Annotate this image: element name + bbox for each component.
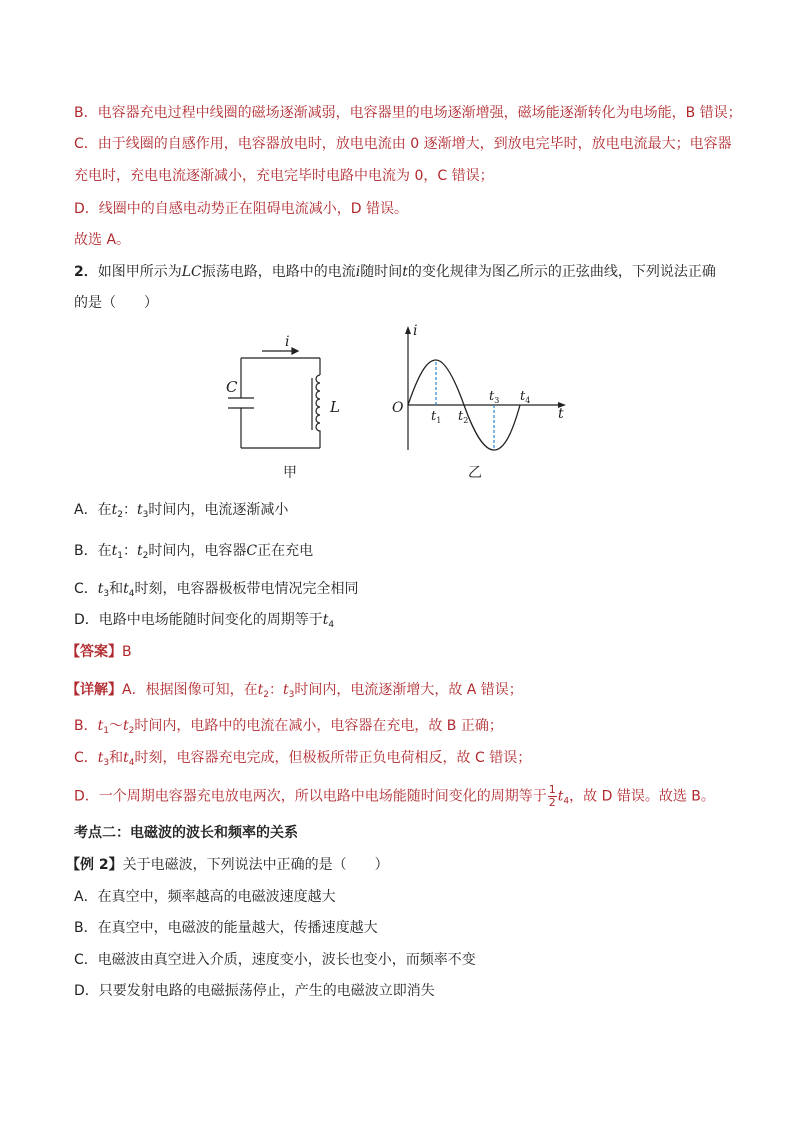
solution-option-b: B．电容器充电过程中线圈的磁场逐渐减弱，电容器里的电场逐渐增强，磁场能逐渐转化为电场能，B 错误； [74,105,742,121]
option-b: B．在$t_1$：$t_2$时间内，电容器C正在充电 [74,543,314,561]
inductor-label: L [330,398,340,416]
graph-i-axis-label: i [413,323,418,339]
answer-line [66,642,132,662]
stem-text: 随时间 [360,264,403,280]
example-2-option-d: D．只要发射电路的电磁振荡停止，产生的电磁波立即消失 [74,983,435,999]
current-arrow-head [292,348,298,354]
capacitor-label: C [226,378,238,396]
example-2-option-b: B．在真空中，电磁波的能量越大，传播速度越大 [74,920,378,936]
solution-conclusion: 故选 A。 [74,232,131,248]
detail-d: D．一个周期电容器充电放电两次，所以电路中电场能随时间变化的周期等于 $\frac{1}{2}$ $t_4$，故 D 错误。故选 B。 [74,783,715,809]
graph-i-axis-arrow [405,326,411,334]
example-label: 【例 2】 [66,857,123,873]
graph-t-axis-label: t [558,406,564,422]
example-2-option-a: A．在真空中，频率越高的电磁波速度越大 [74,889,336,905]
current-time-graph [405,326,566,450]
answer-label: 【答案】 [66,644,122,660]
option-a: A．在$t_2$：$t_3$时间内，电流逐渐减小 [74,502,289,520]
lc-circuit-diagram [228,348,320,448]
solution-option-c-line1: C．由于线圈的自感作用，电容器放电时，放电电流由 0 逐渐增大，到放电完毕时，放电电流最大；电容器 [74,136,732,152]
solution-option-c-line2: 充电时，充电电流逐渐减小，充电完毕时电路中电流为 0，C 错误； [74,168,494,184]
figure-yi-label: 乙 [468,465,482,481]
lc-symbol: LC [181,264,202,280]
t3-label: $t_3$ [489,389,500,405]
question-2-stem-line2: 的是（ ） [74,295,158,311]
stem-text: 如图甲所示为 [97,264,182,280]
solution-option-d: D．线圈中的自感电动势正在阻碍电流减小，D 错误。 [74,201,409,217]
stem-text: 的变化规律为图乙所示的正弦曲线，下列说法正确 [407,264,716,280]
fraction-one-half: $\frac{1}{2}$ [548,783,556,809]
graph-origin-label: O [392,400,404,416]
t1-label: $t_1$ [431,409,442,425]
option-c: C．$t_3$和$t_4$时刻，电容器极板带电情况完全相同 [74,581,359,599]
t4-label: $t_4$ [520,389,531,405]
section-title: 考点二：电磁波的波长和频率的关系 [74,825,298,841]
detail-a: 【详解】A．根据图像可知，在$t_2$：$t_3$时间内，电流逐渐增大，故 A 错误； [66,682,523,700]
inductor-coil [316,375,320,433]
option-d: D．电路中电场能随时间变化的周期等于$t_4$ [74,612,335,630]
detail-b: B．$t_1\sim t_2$时间内，电路中的电流在减小，电容器在充电，故 B 正确； [74,718,503,736]
figure-jia-label: 甲 [283,465,297,481]
t-symbol: t [402,264,408,280]
detail-label: 【详解】 [66,682,122,698]
current-label: i [285,334,290,350]
detail-c: C．$t_3$和$t_4$时刻，电容器充电完成，但极板所带正负电荷相反，故 C 错误； [74,750,532,768]
i-symbol: i [355,264,361,280]
stem-text: 振荡电路，电路中的电流 [201,264,356,280]
example-2-option-c: C．电磁波由真空进入介质，速度变小，波长也变小，而频率不变 [74,952,476,968]
answer-value: B [122,644,132,660]
question-number: 2． [74,264,98,280]
example-2-stem: 【例 2】关于电磁波，下列说法中正确的是（ ） [66,857,389,873]
t2-label: $t_2$ [458,409,469,425]
